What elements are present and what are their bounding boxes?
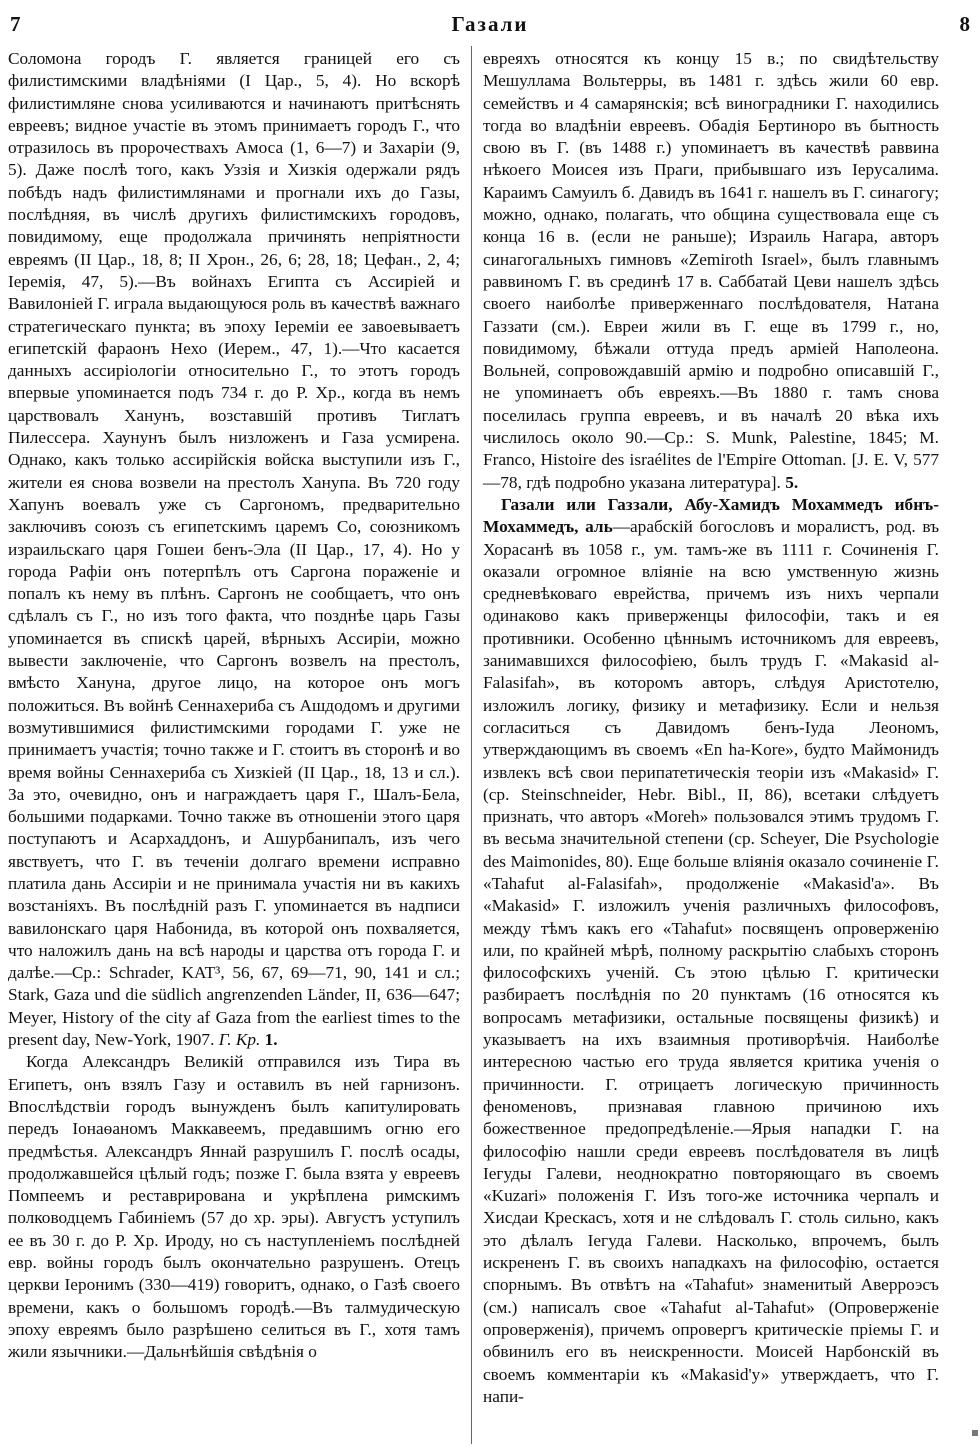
- section-number: 1.: [264, 1030, 278, 1050]
- page-number-right: 8: [959, 12, 970, 36]
- page-header: [8, 12, 972, 42]
- left-paragraph-2: Когда Александръ Великій отправился изъ Тира въ Египетъ, онъ взялъ Газу и оставилъ въ ней гарнизонъ. Впослѣдствіи городъ вынужденъ былъ капитулировать передъ Іонаѳаномъ Маккавеемъ, предавшимъ огню его предмѣстья. Александръ Яннай разрушилъ Г. послѣ осады, продолжавшейся цѣлый годъ; позже Г. была взята у евреевъ Помпеемъ и реставрирована и укрѣплена римскимъ полководцемъ Габиніемъ (57 до хр. эры). Августъ уступилъ ее въ 30 г. до Р. Хр. Ироду, но съ наступленіемъ послѣдней евр. войны городъ былъ окончательно разрушенъ. Отецъ церкви Іеронимъ (330—419) говоритъ, однако, о Газѣ своего времени, какъ о большомъ городѣ.—Въ талмудическую эпоху евреямъ было разрѣшено селиться въ Г., хотя тамъ жили язычники.—Дальнѣйшія свѣдѣнія о: [8, 1052, 460, 1362]
- left-column: [8, 48, 460, 1364]
- column-divider: [471, 46, 472, 1444]
- left-paragraph-1-text: Соломона городъ Г. является границей его съ филистимскими владѣніями (I Цар., 5, 4). Но вскорѣ филистимляне снова усиливаются и начинаютъ притѣснять евреевъ; видное участіе въ этомъ принимаетъ городъ Г., что отразилось въ пророчествахъ Амоса (1, 6—7) и Захаріи (9, 5). Даже послѣ того, какъ Уззія и Хизкія одержали рядъ побѣдъ надъ филистимлянами и прогнали ихъ до Газы, послѣдняя, въ числѣ другихъ филистимскихъ городовъ, повидимому, еще продолжала причинять непріятности евреямъ (II Цар., 18, 8; II Хрон., 26, 6; 28, 18; Цефан., 2, 4; Іеремія, 47, 5).—Въ войнахъ Египта съ Ассиріей и Вавилоніей Г. играла выдающуюся роль въ качествѣ важнаго стратегическаго пункта; въ эпоху Іереміи ее завоевываетъ египетскій фараонъ Нехо (Иерем., 47, 1).—Что касается данныхъ ассиріологіи относительно Г., то этотъ городъ впервые упоминается подъ 734 г. до Р. Хр., когда въ немъ царствовалъ Ханунъ, возставшій противъ Тиглатъ Пилессера. Хаунунъ былъ низложенъ и Газа усмирена. Однако, какъ только ассирійскія войска выступили изъ Г., жители ея снова возвели на престолъ Ханупа. Въ 720 году Хапунъ воевалъ уже съ Саргономъ, предварительно заключивъ союзъ съ египетскимъ царемъ Со, союзникомъ израильскаго царя Гошеи бенъ-Эла (II Цар., 17, 4). Но у города Рафіи онъ потерпѣлъ отъ Саргона пораженіе и попалъ къ нему въ плѣнъ. Саргонъ не сообщаетъ, что онъ сдѣлалъ съ Г., но изъ того факта, что позднѣе царь Газы упоминается въ спискѣ царей, вѣрныхъ Ассиріи, можно вывести заключеніе, что Саргонъ возвелъ на престолъ, вмѣсто Хануна, другое лицо, на которое онъ могъ положиться. Въ войнѣ Сеннахериба съ Ашдодомъ и другими возмутившимися филистимскими городами Г. уже не принимаетъ участія; точно также и Г. стоитъ въ сторонѣ и во время войны Сеннахериба съ Хизкіей (II Цар., 18, 13 и сл.). За это, очевидно, онъ и награждаетъ царя Г., Шалъ-Бела, большими подарками. Точно также въ отношеніи этого царя поступаютъ и Асархаддонъ, и Ашурбанипалъ, изъ чего явствуетъ, что Г. въ теченіи долгаго времени исправно платила дань Ассиріи и не принимала участія ни въ какихъ возстаніяхъ. Въ послѣдній разъ Г. упоминается въ надписи вавилонскаго царя Набонида, въ которой онъ похваляется, что наложилъ дань на всѣ народы и царства отъ города Г. и далѣе.—Ср.: Schrader, KAT³, 56, 67, 69—71, 90, 141 и сл.; Stark, Gaza und die südlich angrenzenden Länder, II, 636—647; Meyer, History of the city af Gaza from the earliest times to the present day, New-York, 1907.: [8, 49, 460, 1050]
- corner-mark: [972, 1430, 978, 1436]
- right-column: [483, 48, 939, 1408]
- right-paragraph-1: [483, 48, 939, 494]
- page-number-left: 7: [10, 12, 21, 36]
- section-number: 5.: [785, 472, 799, 492]
- entry-headword: Газали или Газзали, Абу-Хамидъ Мохаммедъ ибнъ-Мохаммедъ, аль: [483, 494, 939, 537]
- entry-body: —арабскій богословъ и моралистъ, род. въ Хорасанѣ въ 1058 г., ум. тамъ-же въ 1111 г. Сочиненія Г. оказали огромное вліяніе на всю умственную жизнь средневѣковаго еврейства, причемъ изъ нихъ черпали одинаково какъ приверженцы философіи, такъ и ея противники. Особенно цѣннымъ источникомъ для евреевъ, занимавшихся философіею, былъ трудъ Г. «Makasid al-Falasifah», въ которомъ авторъ, слѣдуя Аристотелю, изложилъ логику, физику и метафизику. Если и нельзя согласиться съ Давидомъ бенъ-Іуда Леономъ, утверждающимъ въ своемъ «En ha-Kore», будто Маймонидъ извлекъ всѣ свои перипатетическія теоріи изъ «Makasid» Г. (ср. Steinschneider, Hebr. Bibl., II, 86), всетаки слѣдуетъ признать, что авторъ «Moreh» пользовался этимъ трудомъ Г. въ весьма значительной степени (ср. Scheyer, Die Psychologie des Maimonides, 80). Еще больше вліянія оказало сочиненіе Г. «Tahafut al-Falasifah», продолженіе «Makasid'а». Въ «Makasid» Г. изложилъ ученія различныхъ философовъ, между тѣмъ какъ его «Tahafut» посвященъ опроверженію или, по крайней мѣрѣ, полному раскрытію слабыхъ сторонъ философскихъ ученій. Съ этою цѣлью Г. критически разбираетъ послѣднія по 20 пунктамъ (16 относятся къ вопросамъ метафизики, остальные посвящены физикѣ) и указываетъ на ихъ взаимныя противорѣчія. Наиболѣе интересною частью его труда является критика ученія о причинности. Г. отрицаетъ логическую причинность феноменовъ, признавая главною причиною ихъ божественное предопредѣленіе.—Ярыя нападки Г. на философію нашли среди евреевъ послѣдователя въ лицѣ Іегуды Галеви, неоднократно повторяющаго въ своемъ «Kuzari» положенія Г. Изъ того-же источника черпалъ и Хисдаи Крескасъ, хотя и не слѣдовалъ Г. столь сильно, какъ это дѣлалъ Іегуда Галеви. Насколько, впрочемъ, былъ искрененъ Г. въ своихъ нападкахъ на философію, остается спорнымъ. Въ отвѣтъ на «Tahafut» знаменитый Аверроэсъ (см.) написалъ свое «Tahafut al-Tahafut» (Опроверженіе опроверженія), причемъ опровергъ критическіе пріемы Г. и обвинилъ его въ неискренности. Моисей Нарбонскій въ своемъ комментаріи къ «Makasid'у» утверждаетъ, что Г. напи-: [483, 517, 940, 1406]
- entry-gazali: [483, 494, 939, 1408]
- author-signature: Г. Кр.: [218, 1030, 261, 1050]
- left-paragraph-1: [8, 48, 460, 1051]
- right-paragraph-1-text: евреяхъ относятся къ концу 15 в.; по свидѣтельству Мешуллама Вольтерры, въ 1481 г. здѣсь жили 60 евр. семействъ и 4 самарянскія; всѣ виноградники Г. находились тогда во владѣніи евреевъ. Обадія Бертиноро въ бытность свою въ Г. (въ 1488 г.) упоминаетъ въ качествѣ раввина нѣкоего Моисея изъ Праги, прибывшаго изъ Іерусалима. Караимъ Самуилъ б. Давидъ въ 1641 г. нашелъ въ Г. синагогу; можно, однако, полагать, что община существовала еще съ конца 16 в. (если не раньше); Израиль Нагара, авторъ синагогальныхъ гимновъ «Zemiroth Israel», былъ главнымъ раввиномъ Г. въ срединѣ 17 в. Саббатай Цеви нашелъ здѣсь своего наиболѣе приверженнаго послѣдователя, Натана Газзати (см.). Евреи жили въ Г. еще въ 1799 г., но, повидимому, бѣжали оттуда предъ арміей Наполеона. Вольней, сопровождавшій армію и подробно описавшій Г., не упоминаетъ объ евреяхъ.—Въ 1880 г. тамъ снова поселилась группа евреевъ, и въ началѣ 20 вѣка ихъ числилось около 90.—Ср.: S. Munk, Palestine, 1845; M. Franco, Histoire des israélites de l'Empire Ottoman. [J. E. V, 577—78, гдѣ подробно указана литература].: [483, 49, 939, 492]
- running-head: Газали: [451, 12, 529, 36]
